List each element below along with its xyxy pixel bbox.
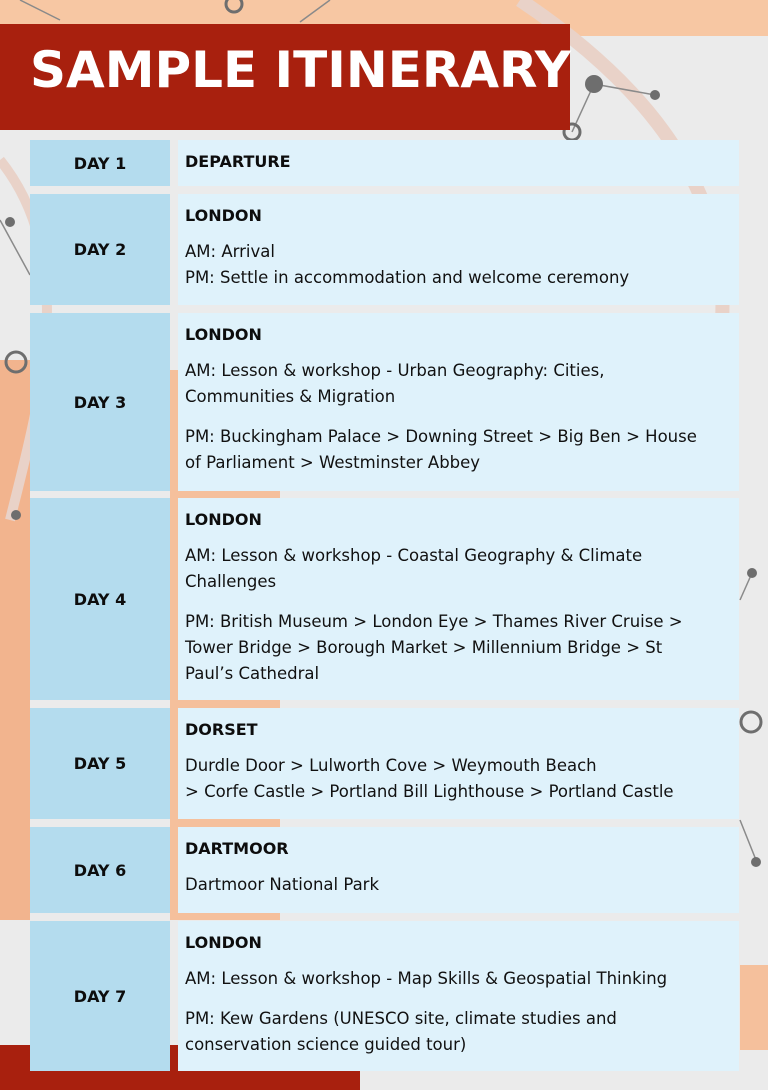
day-details [178,921,739,1071]
day-cell [30,140,170,186]
day-cell [30,313,170,491]
activity-text: PM: British Museum > London Eye > Thames River Cruise > Tower Bridge > Borough Market > Millennium Bridge > St Paul’s Cathedral [185,612,683,683]
day-heading: LONDON [185,933,262,952]
day-label: DAY 6 [73,860,127,880]
day-cell [30,708,170,819]
itinerary-row-day-3 [30,313,739,491]
day-label: DAY 4 [73,589,127,609]
day-heading: DARTMOOR [185,839,289,858]
day-heading: DORSET [185,720,258,739]
day-cell [30,921,170,1071]
day-details [178,827,739,913]
itinerary-row-day-5 [30,708,739,819]
day-label: DAY 2 [73,240,127,259]
day-details [178,708,739,819]
itinerary-row-day-2 [30,194,739,305]
day-heading: LONDON [185,510,262,529]
day-label: DAY 5 [73,754,127,773]
day-cell [30,827,170,913]
day-label: DAY 7 [73,986,127,1006]
activity-text: Durdle Door > Lulworth Cove > Weymouth Beach > Corfe Castle > Portland Bill Lighthouse > Portland Castle [185,756,674,801]
day-cell [30,498,170,700]
activity-text: AM: Arrival PM: Settle in accommodation and welcome ceremony [185,242,630,287]
page-title: SAMPLE ITINERARY [30,41,572,99]
itinerary-row-day-1 [30,140,739,186]
activity-text: AM: Lesson & workshop - Urban Geography: Cities, Communities & Migration [185,361,605,406]
day-label: DAY 1 [73,153,127,173]
day-details [178,313,739,491]
activity-text: PM: Buckingham Palace > Downing Street > Big Ben > House of Parliament > Westminster Abbey [185,427,697,472]
activity-text: PM: Kew Gardens (UNESCO site, climate studies and conservation science guided tour) [185,1009,617,1054]
day-details [178,140,739,186]
itinerary-row-day-6 [30,827,739,913]
day-heading: LONDON [185,325,262,344]
day-label: DAY 3 [73,392,127,412]
day-details [178,498,739,700]
activity-text: Dartmoor National Park [185,875,380,894]
activity-text: AM: Lesson & workshop - Map Skills & Geospatial Thinking [185,969,668,988]
day-details [178,194,739,305]
day-cell [30,194,170,305]
day-heading: DEPARTURE [185,152,291,171]
day-heading: LONDON [185,206,262,225]
activity-text: AM: Lesson & workshop - Coastal Geography & Climate Challenges [185,546,643,591]
itinerary-row-day-7 [30,921,739,1071]
itinerary-row-day-4 [30,498,739,700]
